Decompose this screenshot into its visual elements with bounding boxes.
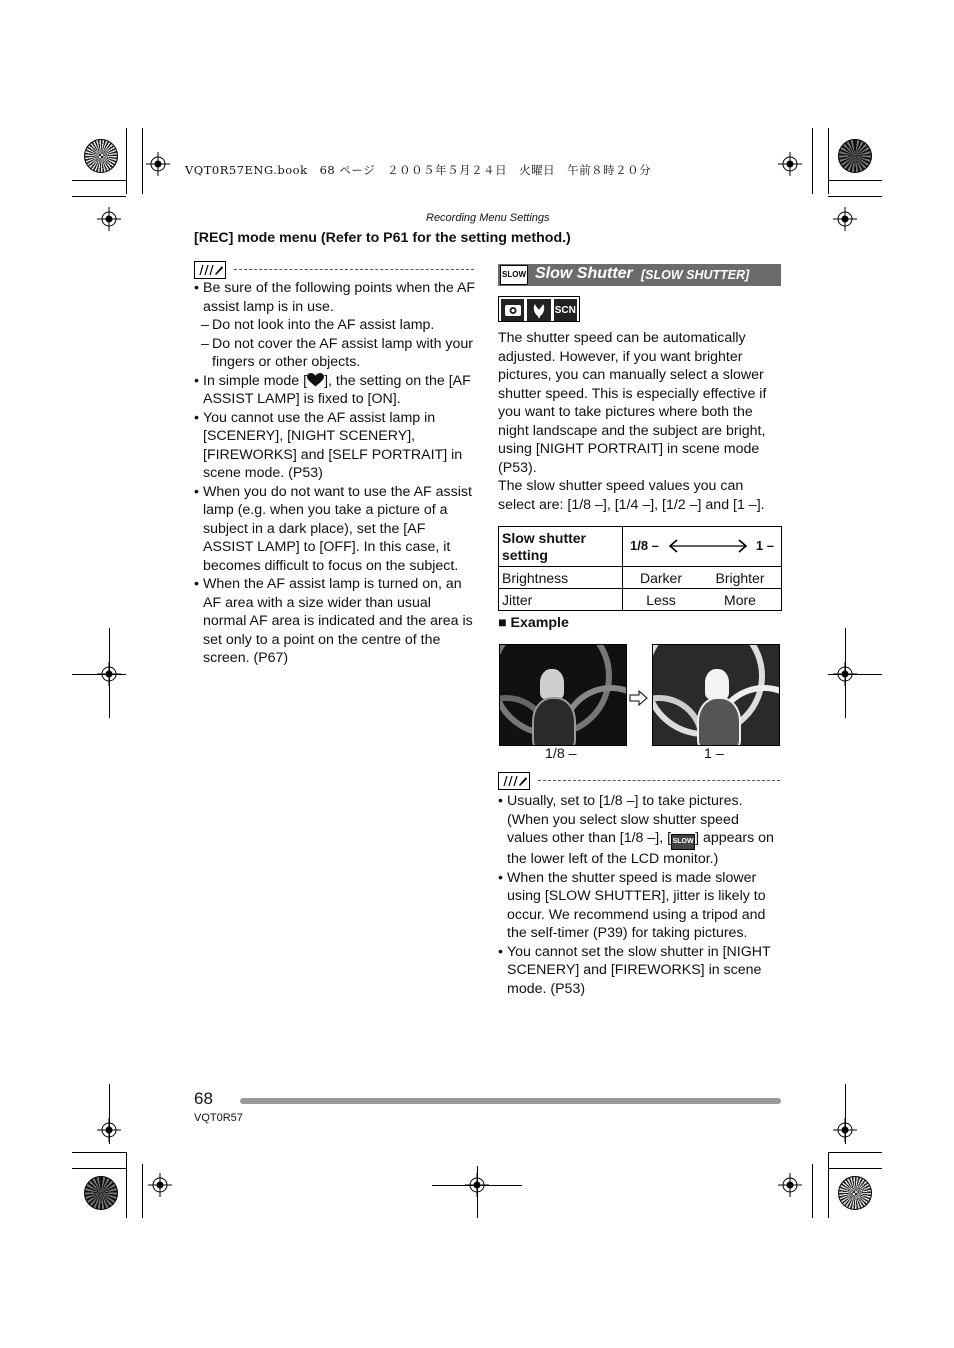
mode-icons bbox=[498, 296, 580, 322]
table-header-label: Slow shutter setting bbox=[499, 527, 623, 567]
footer-rule bbox=[240, 1098, 781, 1104]
list-item: – Do not look into the AF assist lamp. bbox=[201, 316, 478, 335]
list-item: • You cannot set the slow shutter in [NIGHT SCENERY] and [FIREWORKS] in scene mode. (P53) bbox=[498, 943, 782, 999]
right-notes bbox=[498, 792, 782, 998]
scene-mode-icon: SCN bbox=[554, 299, 577, 321]
registration-sunburst-icon bbox=[84, 139, 118, 173]
table-row: Jitter Less More bbox=[499, 589, 782, 611]
list-item: • When the shutter speed is made slower using [SLOW SHUTTER], jitter is likely to occur. We recommend using a tripod and the self-timer (P39) for taking pictures. bbox=[498, 869, 782, 943]
print-header: VQT0R57ENG.book 68 ページ ２００５年５月２４日 火曜日 午前８時２０分 bbox=[185, 163, 652, 177]
shutter-table bbox=[498, 526, 782, 611]
table-header-row bbox=[499, 527, 782, 567]
example-photo-bright bbox=[652, 644, 780, 746]
menu-reference: [REC] mode menu (Refer to P61 for the setting method.) bbox=[194, 230, 571, 246]
running-head: Recording Menu Settings bbox=[426, 212, 550, 224]
list-item: • Be sure of the following points when the AF assist lamp is in use. – Do not look into the AF assist lamp. – Do not cover the AF assist lamp with your fingers or other objects. bbox=[194, 279, 478, 372]
intro-paragraph: The shutter speed can be automatically adjusted. However, if you want brighter pictures, you can manually select a slower shutter speed. This is especially effective if you want to take pictures where both the night landscape and the subject are bright, using [NIGHT PORTRAIT] in scene mode (P53). bbox=[498, 330, 767, 476]
example-photo-dark bbox=[499, 644, 627, 746]
arrow-right-icon bbox=[629, 690, 649, 706]
page-number: 68 bbox=[194, 1089, 213, 1108]
section-header bbox=[498, 264, 781, 286]
section-intro bbox=[498, 329, 782, 514]
list-item: – Do not cover the AF assist lamp with your fingers or other objects. bbox=[201, 335, 478, 372]
list-item: • You cannot use the AF assist lamp in [SCENERY], [NIGHT SCENERY], [FIREWORKS] and [SELF PORTRAIT] in scene mode. (P53) bbox=[194, 409, 478, 483]
section-title: Slow Shutter bbox=[535, 265, 633, 282]
registration-target-icon bbox=[97, 207, 121, 231]
double-arrow-icon bbox=[667, 539, 749, 553]
model-code: VQT0R57 bbox=[194, 1112, 243, 1124]
slow-shutter-icon: SLOW bbox=[671, 834, 695, 850]
registration-sunburst-icon bbox=[838, 139, 872, 173]
note-icon bbox=[498, 772, 530, 790]
example-caption-left: 1/8 – bbox=[545, 746, 577, 762]
list-item: • When the AF assist lamp is turned on, an AF area with a size wider than usual normal AF area is indicated and the area is set only to a point on the centre of the screen. (P67) bbox=[194, 575, 478, 668]
table-row: Brightness Darker Brighter bbox=[499, 567, 782, 589]
macro-mode-icon bbox=[527, 299, 550, 321]
camera-mode-icon bbox=[501, 299, 524, 321]
left-note-header bbox=[194, 261, 476, 279]
slow-shutter-icon: SLOW bbox=[500, 265, 528, 285]
list-item: • Usually, set to [1/8 –] to take pictures. (When you select slow shutter speed values other than [1/8 –], [ SLOW ] appears on the lower left of the LCD monitor.) bbox=[498, 792, 782, 869]
registration-target-icon bbox=[148, 1173, 172, 1197]
heart-icon bbox=[307, 373, 324, 387]
registration-target-icon bbox=[146, 152, 170, 176]
registration-sunburst-icon bbox=[838, 1176, 872, 1210]
list-item: • When you do not want to use the AF assist lamp (e.g. when you take a picture of a subject in a dark place), set the [AF ASSIST LAMP] to [OFF]. In this case, it becomes difficult to focus on the subject. bbox=[194, 483, 478, 576]
right-note-header bbox=[498, 772, 782, 790]
registration-sunburst-icon bbox=[84, 1176, 118, 1210]
registration-target-icon bbox=[778, 1173, 802, 1197]
section-subtitle: [SLOW SHUTTER] bbox=[641, 268, 750, 282]
left-notes bbox=[194, 279, 478, 668]
note-icon bbox=[194, 261, 226, 279]
example-heading: ■ Example bbox=[498, 615, 569, 631]
list-item: • In simple mode [ ], the setting on the [AF ASSIST LAMP] is fixed to [ON]. bbox=[194, 372, 478, 409]
table-header-range: 1/8 – 1 – bbox=[623, 527, 782, 567]
registration-target-icon bbox=[833, 207, 857, 231]
values-paragraph: The slow shutter speed values you can select are: [1/8 –], [1/4 –], [1/2 –] and [1 –]. bbox=[498, 478, 765, 513]
example-caption-right: 1 – bbox=[704, 746, 724, 762]
registration-target-icon bbox=[778, 152, 802, 176]
